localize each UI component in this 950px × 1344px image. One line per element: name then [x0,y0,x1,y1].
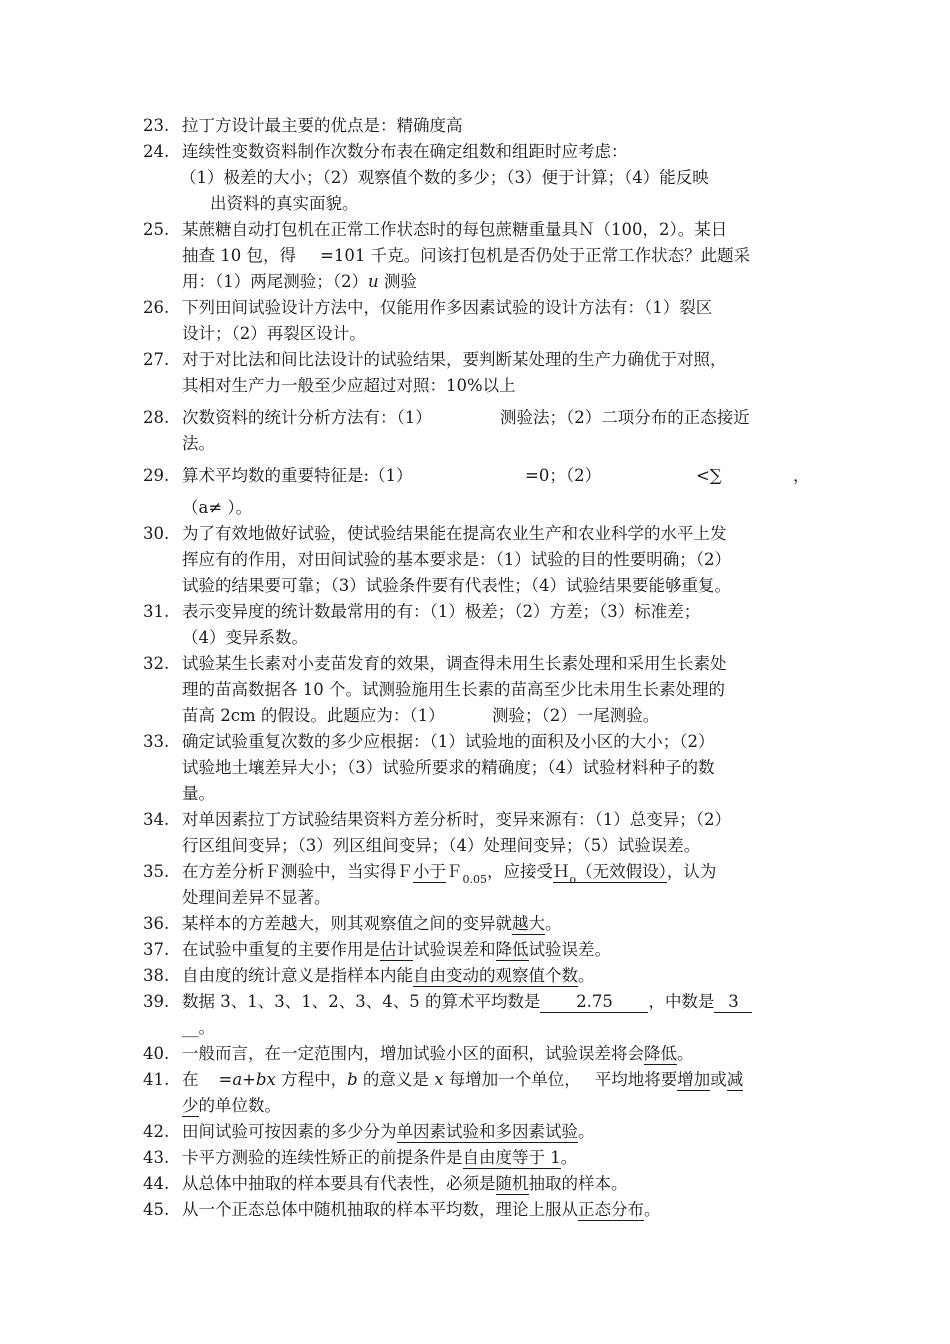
text-part: 在方差分析Ｆ测验中，当实得Ｆ [182,862,413,881]
answer-blank [553,862,667,886]
text-part: 田间试验可按因素的多少分为 [182,1122,397,1141]
item-text [182,940,611,960]
item-text: 法。 [182,434,215,453]
item-number: 23. [143,116,170,135]
item-number: 42. [143,1122,170,1141]
item-number: 41. [143,1070,170,1089]
item-text: （1）极差的大小；（2）观察值个数的多少；（3）便于计算；（4）能反映 [180,168,709,187]
text-part: 。 [644,1200,661,1219]
item-text: 确定试验重复次数的多少应根据：（1）试验地的面积及小区的大小；（2） [182,732,715,751]
item-text: （4）变异系数。 [182,628,308,647]
text-part: 在试验中重复的主要作用是 [182,940,380,959]
item-text [182,1148,577,1168]
item-number: 30. [143,524,170,543]
text-part: 或 [710,1070,727,1089]
text-part: 测验 [378,272,417,291]
text-part: 。 [578,966,595,985]
text-part: 从总体中抽取的样本要具有代表性，必须是 [182,1174,496,1193]
item-text [182,914,562,934]
text-part: 方程中， [275,1070,348,1089]
item-text: 次数资料的统计分析方法有：（1） [182,408,432,427]
item-text [182,966,595,986]
text-part: 从一个正态总体中随机抽取的样本平均数，理论上服从 [182,1200,578,1219]
answer-blank: 3 [714,992,752,1013]
item-number: 25. [143,220,170,239]
text-part: （无效假设） [576,862,667,881]
item-text: 处理间差异不显著。 [182,888,331,907]
item-text: 对单因素拉丁方试验结果资料方差分析时，变异来源有：（1）总变异；（2） [182,810,731,829]
item-number: 34. [143,810,170,829]
text-part: 在 [182,1070,199,1089]
item-text [182,1122,595,1142]
item-text [182,1018,215,1038]
answer-blank: 少 [182,1096,199,1115]
answer-blank: 正态分布 [578,1200,644,1219]
item-text: 其相对生产力一般至少应超过对照：10%以上 [182,376,516,395]
item-text [182,1044,694,1064]
item-number: 38. [143,966,170,985]
answer-blank: 自由变动的观察值个数 [413,966,578,985]
text-part: + [242,1070,256,1089]
item-text: 出资料的真实面貌。 [210,194,359,213]
item-text: 试验某生长素对小麦苗发育的效果，调查得未用生长素处理和采用生长素处 [182,654,727,673]
item-number: 28. [143,408,170,427]
subscript: 0.05 [462,873,487,886]
item-text [182,1174,628,1194]
item-text: 测验；（2）一尾测验。 [492,706,660,725]
answer-blank: 降低 [495,940,529,959]
item-number: 37. [143,940,170,959]
item-text: 试验地土壤差异大小；（3）试验所要求的精确度；（4）试验材料种子的数 [182,758,715,777]
item-text: 挥应有的作用，对田间试验的基本要求是：（1）试验的目的性要明确；（2） [182,550,731,569]
subscript: o [569,873,577,886]
item-text: 抽查 10 包，得 [182,246,296,265]
item-text: =101 千克。问该打包机是否仍处于正常工作状态？此题采 [320,246,751,265]
math-var: b [347,1070,358,1089]
answer-blank: 2.75 [540,992,648,1013]
text-part: 。 [198,1018,215,1037]
answer-blank: 降低 [644,1044,677,1063]
item-text [182,1096,281,1116]
item-text: 行区组间变异；（3）列区组间变异；（4）处理间变异；（5）试验误差。 [182,836,701,855]
item-text: <∑ [696,466,722,485]
text-part: 。 [578,1122,595,1141]
item-text: 设计；（2）再裂区设计。 [182,324,366,343]
text-part: Ｈ [553,862,570,881]
item-text: 连续性变数资料制作次数分布表在确定组数和组距时应考虑： [182,142,628,161]
text-part: 试验误差。 [528,940,611,959]
item-number: 29. [143,466,170,485]
text-part: 试验误差和 [413,940,496,959]
item-number: 45. [143,1200,170,1219]
text-part: Ｆ [446,862,463,881]
item-number: 43. [143,1148,170,1167]
item-text [182,1200,661,1220]
text-part: ，认为 [666,862,717,881]
item-text: （a≠ ）。 [182,498,253,517]
answer-blank: 估计 [380,940,413,959]
item-number: 40. [143,1044,170,1063]
answer-blank: 单因素试验和多因素试验 [396,1122,578,1141]
text-part: 的意义是 [357,1070,435,1089]
item-text: 下列田间试验设计方法中，仅能用作多因素试验的设计方法有：（1）裂区 [182,298,713,317]
answer-blank: 减 [726,1070,744,1089]
item-number: 26. [143,298,170,317]
item-text: 量。 [182,784,215,803]
item-text: 苗高 2cm 的假设。此题应为：（1） [182,706,445,725]
item-text: 为了有效地做好试验，使试验结果能在提高农业生产和农业科学的水平上发 [182,524,727,543]
text-part: 每增加一个单位， [443,1070,581,1089]
text-part: 某样本的方差越大，则其观察值之间的变异就 [182,914,512,933]
item-text [182,862,716,884]
text-part: 。 [677,1044,694,1063]
item-text: 表示变异度的统计数最常用的有：（1）极差；（2）方差；（3）标准差； [182,602,701,621]
item-text: 理的苗高数据各 10 个。试测验施用生长素的苗高至少比未用生长素处理的 [182,680,725,699]
item-text: 测验法；（2）二项分布的正态接近 [500,408,750,427]
answer-blank: 自由度等于 1 [462,1148,561,1167]
item-number: 31. [143,602,170,621]
text-part: ，中数是 [648,992,715,1011]
math-var: x [434,1070,444,1089]
text-part: = [218,1070,233,1089]
text-part: 抽取的样本。 [528,1174,628,1193]
item-text: 算术平均数的重要特征是:（1） [182,466,413,485]
text-part: 自由度的统计意义是指样本内能 [182,966,413,985]
math-var: u [368,272,379,291]
answer-blank: __ [182,1018,199,1037]
item-text [182,272,417,292]
item-text [182,992,752,1013]
item-text: ， [793,466,810,485]
text-part: 数据 3、1、3、1、2、3、4、5 的算术平均数是 [182,992,541,1011]
answer-blank: 随机 [495,1174,529,1193]
text-part: ，应接受 [487,862,553,881]
text-part: 一般而言，在一定范围内，增加试验小区的面积，试验误差将会 [182,1044,644,1063]
item-text: 拉丁方设计最主要的优点是：精确度高 [182,116,463,135]
item-text: =0；（2） [525,466,602,485]
item-number: 32. [143,654,170,673]
answer-blank: 越大 [512,914,545,933]
item-text: 某蔗糖自动打包机在正常工作状态时的每包蔗糖重量具Ｎ（100，2）。某日 [182,220,728,239]
item-number: 24. [143,142,170,161]
item-number: 39. [143,992,170,1011]
math-var: a [232,1070,243,1089]
text-part: 的单位数。 [198,1096,281,1115]
item-number: 36. [143,914,170,933]
math-var: bx [256,1070,276,1089]
answer-blank: 增加 [677,1070,711,1089]
text-part: 平均地将要 [594,1070,678,1089]
item-number: 44. [143,1174,170,1193]
answer-blank: 小于 [413,862,446,881]
item-number: 33. [143,732,170,751]
text-part: 。 [545,914,562,933]
item-text: 试验的结果要可靠；（3）试验条件要有代表性；（4）试验结果要能够重复。 [182,576,731,595]
item-number: 35. [143,862,170,881]
text-part: 用：（1）两尾测验；（2） [182,272,368,291]
text-part: 。 [560,1148,578,1167]
item-text: 对于对比法和间比法设计的试验结果，要判断某处理的生产力确优于对照， [182,350,727,369]
item-text [182,1070,743,1090]
item-number: 27. [143,350,170,369]
text-part: 卡平方测验的连续性矫正的前提条件是 [182,1148,463,1167]
